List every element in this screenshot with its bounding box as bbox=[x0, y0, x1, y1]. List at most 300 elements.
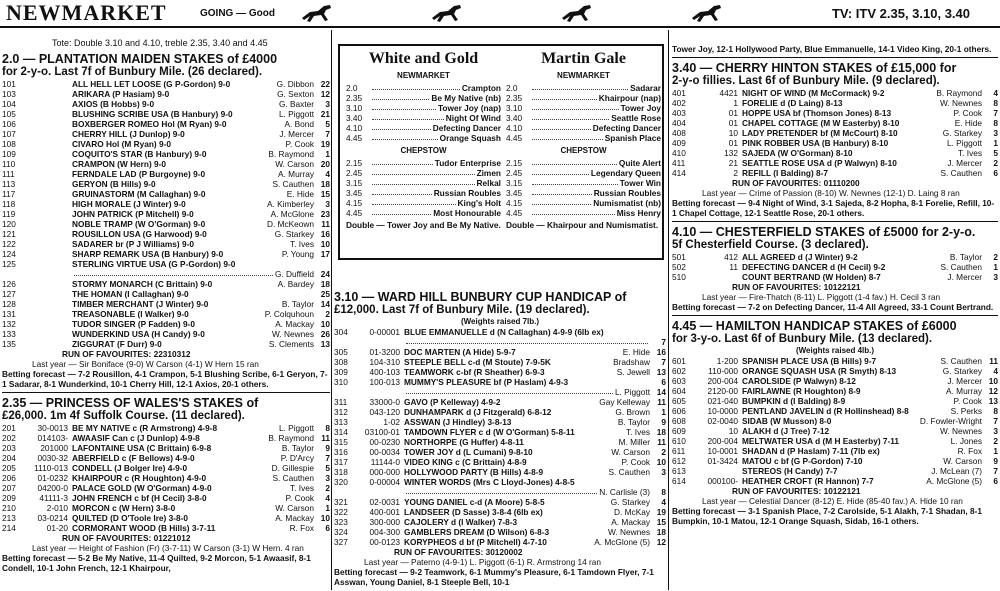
runner-draw: 10 bbox=[320, 319, 330, 329]
leader-dots bbox=[532, 93, 597, 100]
runner-jockey: W. Newnes bbox=[940, 426, 982, 436]
runner-row bbox=[2, 279, 330, 289]
runner-name: GRUINASTORM (M Callaghan) 9-0 bbox=[72, 189, 206, 199]
runner-draw: 15 bbox=[320, 189, 330, 199]
runner-jockey: W. Newnes bbox=[608, 527, 650, 537]
going-label: GOING — Good bbox=[200, 8, 275, 19]
runner-number: 103 bbox=[2, 89, 16, 99]
runner-row bbox=[334, 527, 666, 537]
race-block bbox=[672, 225, 998, 312]
runner-name: STORMY MONARCH (C Brittain) 9-0 bbox=[72, 279, 213, 289]
runner-row bbox=[2, 239, 330, 249]
runner-draw: 3 bbox=[325, 473, 330, 483]
tip-time: 2.45 bbox=[506, 168, 523, 178]
tip-time: 3.40 bbox=[346, 113, 363, 123]
tip-row bbox=[346, 93, 501, 103]
runner-form: 41111-3 bbox=[39, 493, 68, 503]
runner-name: THE HOMAN (I Callaghan) 9-0 bbox=[72, 289, 189, 299]
runner-draw: 13 bbox=[988, 396, 998, 406]
runner-number: 205 bbox=[2, 463, 16, 473]
runner-row bbox=[2, 319, 330, 329]
runner-jockey: L. Piggott bbox=[278, 423, 314, 433]
runner-draw: 5 bbox=[993, 148, 998, 158]
runner-draw: 2 bbox=[325, 483, 330, 493]
runner-draw: 8 bbox=[993, 118, 998, 128]
runner-form: 10-0000 bbox=[707, 406, 738, 416]
runner-number: 131 bbox=[2, 309, 16, 319]
tip-time: 2.45 bbox=[346, 168, 363, 178]
tip-horse: Tudor Enterprise bbox=[434, 158, 501, 168]
runner-row bbox=[334, 437, 666, 447]
runner-number: 309 bbox=[334, 367, 348, 377]
runner-row bbox=[672, 168, 998, 178]
runner-jockey: L. Piggott bbox=[278, 109, 314, 119]
runner-jockey: L. Jones bbox=[950, 436, 982, 446]
runner-row bbox=[334, 457, 666, 467]
tip-time: 3.40 bbox=[506, 113, 523, 123]
tip-row bbox=[506, 103, 661, 113]
runner-name: YOUNG DANIEL c-d (A Moore) 5-8-5 bbox=[404, 497, 545, 507]
race-conditions: £12,000. Last 7f of Bunbury Mile. (19 declared). bbox=[334, 304, 590, 316]
tip-time: 3.45 bbox=[346, 188, 363, 198]
tip-row bbox=[346, 123, 501, 133]
leader-dots bbox=[406, 387, 613, 394]
runner-draw: 4 bbox=[325, 493, 330, 503]
runner-form bbox=[26, 119, 72, 129]
runner-draw: 7 bbox=[993, 466, 998, 476]
runner-jockey: G. Brown bbox=[615, 407, 650, 417]
runner-form: 11144-0 bbox=[370, 457, 400, 467]
runner-number bbox=[334, 387, 358, 397]
race-block bbox=[672, 61, 998, 218]
runner-jockey: N. Carlisle (3) bbox=[599, 487, 650, 497]
runner-row bbox=[2, 523, 330, 533]
tip-horse: Be My Native (nb) bbox=[431, 93, 501, 103]
runner-form: 100-013 bbox=[369, 377, 400, 387]
runner-row bbox=[2, 189, 330, 199]
tip-row bbox=[506, 93, 661, 103]
last-year: Last year — Celestial Dancer (8-12) E. Hide (85-40 fav.) A. Hide 10 ran bbox=[702, 496, 963, 506]
runner-form bbox=[26, 309, 72, 319]
runner-jockey: E. Hide bbox=[622, 347, 650, 357]
runner-number: 501 bbox=[672, 252, 686, 262]
runner-form: 412 bbox=[724, 252, 738, 262]
tip-time: 4.10 bbox=[506, 123, 523, 133]
runner-row bbox=[334, 427, 666, 437]
runner-draw: 11 bbox=[989, 356, 998, 366]
runner-number: 322 bbox=[334, 507, 348, 517]
runner-form: 000-000 bbox=[369, 467, 400, 477]
meeting-name: NEWMARKET bbox=[557, 71, 610, 80]
tip-row bbox=[346, 158, 501, 168]
runner-number: 414 bbox=[672, 168, 686, 178]
runner-form: 04200-0 bbox=[37, 483, 68, 493]
race-block bbox=[2, 396, 330, 573]
runner-number: 610 bbox=[672, 436, 686, 446]
runner-draw: 2 bbox=[993, 436, 998, 446]
horse-icon bbox=[690, 2, 724, 24]
runner-name: JOHN PATRICK (P Mitchell) 9-0 bbox=[72, 209, 194, 219]
runner-name: SEATTLE ROSE USA d (P Walwyn) 8-10 bbox=[742, 158, 897, 168]
runner-row bbox=[2, 299, 330, 309]
runner-row bbox=[2, 199, 330, 209]
tip-horse: Seattle Rose bbox=[611, 113, 661, 123]
runner-draw: 20 bbox=[320, 159, 330, 169]
runner-number: 128 bbox=[2, 299, 16, 309]
tipster-panel bbox=[506, 50, 661, 230]
runner-row bbox=[672, 138, 998, 148]
runner-row bbox=[672, 406, 998, 416]
runner-jockey: P. Cook bbox=[621, 457, 650, 467]
runner-number: 206 bbox=[2, 473, 16, 483]
runner-jockey: P. D'Arcy bbox=[280, 453, 314, 463]
runner-draw: 16 bbox=[656, 347, 666, 357]
tip-time: 3.45 bbox=[506, 188, 523, 198]
meeting-title: NEWMARKET bbox=[6, 0, 167, 25]
runner-row bbox=[2, 139, 330, 149]
tip-horse: Spanish Place bbox=[604, 133, 661, 143]
runner-number: 110 bbox=[2, 159, 16, 169]
runner-name: NIGHT OF WIND (M McCormack) 9-2 bbox=[742, 88, 885, 98]
runner-row bbox=[672, 376, 998, 386]
runner-form bbox=[26, 89, 72, 99]
runner-jockey: W. Carson bbox=[275, 159, 314, 169]
leader-dots bbox=[532, 133, 603, 140]
runner-row bbox=[2, 119, 330, 129]
runner-jockey: J. McLean (7) bbox=[931, 466, 982, 476]
runner-number: 107 bbox=[2, 129, 16, 139]
runner-jockey: M. Miller bbox=[618, 437, 650, 447]
runner-jockey: W. Carson bbox=[275, 503, 314, 513]
runner-row bbox=[2, 473, 330, 483]
runner-number: 614 bbox=[672, 476, 686, 486]
runner-form bbox=[26, 239, 72, 249]
runner-jockey: B. Raymond bbox=[936, 88, 982, 98]
runner-name: PINK ROBBER USA (B Hanbury) 8-10 bbox=[742, 138, 889, 148]
runner-row bbox=[672, 446, 998, 456]
run-of-favourites: RUN OF FAVOURITES: 22310312 bbox=[62, 349, 191, 359]
runner-row bbox=[334, 517, 666, 527]
runner-number: 117 bbox=[2, 189, 16, 199]
runner-name: LADY PRETENDER bf (M McCourt) 8-10 bbox=[742, 128, 898, 138]
tipster-panel bbox=[346, 50, 501, 230]
runner-draw: 18 bbox=[320, 279, 330, 289]
runner-jockey: T. Ives bbox=[626, 427, 650, 437]
runner-draw: 17 bbox=[320, 249, 330, 259]
runner-jockey: G. Starkey bbox=[942, 128, 982, 138]
leader-dots bbox=[532, 168, 589, 175]
tip-time: 3.10 bbox=[346, 103, 363, 113]
tote-info: Tote: Double 3.10 and 4.10, treble 2.35, 3.40 and 4.45 bbox=[52, 38, 268, 48]
runner-number bbox=[334, 487, 358, 497]
tip-row bbox=[506, 178, 661, 188]
runner-draw: 1 bbox=[993, 446, 998, 456]
runner-draw: 11 bbox=[321, 433, 330, 443]
runner-draw: 13 bbox=[656, 367, 666, 377]
tip-time: 3.10 bbox=[506, 103, 523, 113]
runner-name: SHARP REMARK USA (B Hanbury) 9-0 bbox=[72, 249, 224, 259]
runner-form: 00-0034 bbox=[369, 447, 400, 457]
runner-draw: 2 bbox=[325, 309, 330, 319]
horse-icon bbox=[560, 2, 594, 24]
runner-draw: 16 bbox=[320, 229, 330, 239]
runner-number: 314 bbox=[334, 427, 348, 437]
runner-jockey: A. Murray bbox=[946, 386, 982, 396]
runner-form bbox=[358, 337, 404, 347]
runner-form bbox=[26, 149, 72, 159]
tip-horse: Sadarar bbox=[630, 83, 661, 93]
runner-jockey: T. Ives bbox=[290, 483, 314, 493]
runner-form: 043-120 bbox=[369, 407, 400, 417]
tip-time: 4.15 bbox=[506, 198, 523, 208]
tip-row bbox=[346, 188, 501, 198]
tip-row bbox=[346, 113, 501, 123]
runner-jockey: A. Bond bbox=[284, 119, 314, 129]
runner-draw: 19 bbox=[656, 507, 666, 517]
runner-jockey: E. Hide bbox=[954, 118, 982, 128]
runner-jockey: S. Jewell bbox=[616, 367, 650, 377]
runner-row bbox=[672, 252, 998, 262]
runner-draw: 1 bbox=[993, 262, 998, 272]
runner-draw: 9 bbox=[661, 417, 666, 427]
runner-name: HEATHER CROFT (R Hannon) 7-7 bbox=[742, 476, 874, 486]
runner-number: 324 bbox=[334, 527, 348, 537]
runner-number: 120 bbox=[2, 219, 16, 229]
tip-double: Double — Khairpour and Numismatist. bbox=[506, 220, 659, 230]
runner-row bbox=[2, 79, 330, 89]
runner-draw: 10 bbox=[320, 513, 330, 523]
runner-number: 404 bbox=[672, 118, 686, 128]
runner-name: VIDEO KING c (C Brittain) 4-8-9 bbox=[404, 457, 527, 467]
tip-row bbox=[346, 103, 501, 113]
runner-form bbox=[26, 109, 72, 119]
runner-name: WUNDERKIND USA (H Candy) 9-0 bbox=[72, 329, 205, 339]
tip-horse: Tower Joy (nap) bbox=[437, 103, 501, 113]
race-conditions: 2-y-o fillies. Last 6f of Bunbury Mile. (9 declared). bbox=[672, 75, 940, 87]
runner-name: AWAASIF Can c (J Dunlop) 4-9-8 bbox=[72, 433, 200, 443]
runner-draw: 12 bbox=[656, 537, 666, 547]
runner-form: 30-0013 bbox=[37, 423, 68, 433]
runner-form: 01 bbox=[728, 118, 738, 128]
tip-horse: King's Holt bbox=[457, 198, 501, 208]
runner-form: 1110-013 bbox=[34, 463, 68, 473]
tip-row bbox=[506, 158, 661, 168]
runner-number: 316 bbox=[334, 447, 348, 457]
runner-name: STEREOS (H Candy) 7-7 bbox=[742, 466, 838, 476]
runner-form: 11 bbox=[729, 262, 738, 272]
runner-row bbox=[2, 99, 330, 109]
runner-form: 200-004 bbox=[707, 376, 738, 386]
runner-row bbox=[2, 219, 330, 229]
runner-jockey: P. Cook bbox=[953, 108, 982, 118]
leader-dots bbox=[532, 113, 609, 120]
race-conditions: for 2-y-o. Last 7f of Bunbury Mile. (26 declared). bbox=[2, 66, 263, 78]
runner-number: 125 bbox=[2, 259, 16, 269]
leader-dots bbox=[406, 337, 648, 344]
runner-draw: 8 bbox=[993, 406, 998, 416]
runner-draw: 18 bbox=[656, 527, 666, 537]
runner-number: 613 bbox=[672, 466, 686, 476]
runner-name: DEFECTING DANCER d (H Cecil) 9-2 bbox=[742, 262, 886, 272]
runner-number: 132 bbox=[2, 319, 16, 329]
tipster-name: Martin Gale bbox=[541, 50, 626, 67]
runner-name: TUDOR SINGER (P Fadden) 9-0 bbox=[72, 319, 195, 329]
runner-draw: 6 bbox=[325, 523, 330, 533]
tipster-name: White and Gold bbox=[368, 50, 479, 67]
runner-draw: 14 bbox=[656, 387, 666, 397]
runner-draw: 3 bbox=[661, 467, 666, 477]
runner-form: 01-20 bbox=[46, 523, 68, 533]
runner-form: 110-000 bbox=[708, 366, 738, 376]
runner-number: 122 bbox=[2, 239, 16, 249]
runner-form: 1-02 bbox=[383, 417, 400, 427]
runner-row bbox=[2, 159, 330, 169]
runner-number: 409 bbox=[672, 138, 686, 148]
runner-draw: 8 bbox=[661, 487, 666, 497]
runner-name: BLUSHING SCRIBE USA (B Hanbury) 9-0 bbox=[72, 109, 233, 119]
runner-draw: 6 bbox=[993, 168, 998, 178]
runner-number: 502 bbox=[672, 262, 686, 272]
runner-row bbox=[672, 128, 998, 138]
runner-jockey: A. McGlone (5) bbox=[594, 537, 650, 547]
leader-dots bbox=[372, 113, 444, 120]
runner-name: BOXBERGER ROMEO Hol (M Ryan) 9-0 bbox=[72, 119, 227, 129]
runner-row bbox=[2, 89, 330, 99]
last-year: Last year — Fire-Thatch (8-11) L. Piggott (1-4 fav.) H. Cecil 3 ran bbox=[702, 292, 941, 302]
runner-form bbox=[26, 79, 72, 89]
runner-form: 00-0123 bbox=[369, 537, 400, 547]
tip-horse: Russian Roubles bbox=[433, 188, 501, 198]
runner-draw: 1 bbox=[661, 407, 666, 417]
race-title: 3.10 — WARD HILL BUNBURY CUP HANDICAP of bbox=[334, 290, 627, 304]
leader-dots bbox=[372, 168, 475, 175]
runner-draw: 26 bbox=[320, 329, 330, 339]
runner-draw: 7 bbox=[993, 416, 998, 426]
runner-draw: 3 bbox=[325, 99, 330, 109]
run-of-favourites: RUN OF FAVOURITES: 10122121 bbox=[732, 282, 861, 292]
runner-number: 127 bbox=[2, 289, 16, 299]
runner-form: 2120-00 bbox=[707, 386, 738, 396]
runner-name: BE MY NATIVE c (R Armstrong) 4-9-8 bbox=[72, 423, 218, 433]
betting-forecast: Betting forecast — 9-2 Teamwork, 6-1 Mummy's Pleasure, 6-1 Tamdown Flyer, 7-1 Asswan, Young Daniel, 8-1 Steeple Bell, 10-1 bbox=[334, 567, 654, 587]
runner-form bbox=[26, 179, 72, 189]
leader-dots bbox=[372, 188, 432, 195]
runner-name: JOHN FRENCH c bf (H Cecil) 3-8-0 bbox=[72, 493, 207, 503]
tip-row bbox=[346, 198, 501, 208]
tip-row bbox=[506, 188, 661, 198]
race-title: 2.0 — PLANTATION MAIDEN STAKES of £4000 bbox=[2, 52, 278, 66]
runner-draw: 11 bbox=[321, 219, 330, 229]
runner-jockey: G. Baxter bbox=[278, 99, 314, 109]
runner-name: ALAKH d (J Tree) 7-12 bbox=[742, 426, 830, 436]
runner-draw: 3 bbox=[993, 426, 998, 436]
runner-jockey: W. Newnes bbox=[272, 329, 314, 339]
tip-time: 2.35 bbox=[506, 93, 523, 103]
runner-form: 200-004 bbox=[707, 436, 738, 446]
tip-row bbox=[346, 208, 501, 218]
runner-row bbox=[672, 426, 998, 436]
runner-row bbox=[334, 507, 666, 517]
runner-row bbox=[334, 497, 666, 507]
runner-name: MELTWATER USA d (M H Easterby) 7-11 bbox=[742, 436, 900, 446]
runner-jockey: G. Duffield bbox=[274, 269, 314, 279]
runner-number: 604 bbox=[672, 386, 686, 396]
runner-draw: 12 bbox=[988, 386, 998, 396]
runner-row bbox=[672, 366, 998, 376]
runner-form: 10 bbox=[728, 426, 738, 436]
runner-draw: 18 bbox=[320, 179, 330, 189]
runner-row bbox=[2, 483, 330, 493]
tip-double: Double — Tower Joy and Be My Native. bbox=[346, 220, 501, 230]
runner-form: 132 bbox=[724, 148, 738, 158]
runner-form bbox=[26, 209, 72, 219]
runner-number: 111 bbox=[2, 169, 15, 179]
runner-row bbox=[334, 337, 666, 347]
runner-name: SPANISH PLACE USA (B Hills) 9-7 bbox=[742, 356, 877, 366]
runner-number: 403 bbox=[672, 108, 686, 118]
runner-form bbox=[26, 129, 72, 139]
runner-form: 400-103 bbox=[369, 367, 400, 377]
runner-number bbox=[334, 337, 358, 347]
runner-name: GERYON (B Hills) 9-0 bbox=[72, 179, 156, 189]
last-year: Last year — Paterno (4-9-1) L. Piggott (6-1) R. Armstrong 14 ran bbox=[364, 557, 602, 567]
tip-horse: Crampton bbox=[461, 83, 501, 93]
runner-draw: 7 bbox=[325, 453, 330, 463]
last-year: Last year — Crime of Passion (8-10) W. Newnes (12-1) D. Laing 8 ran bbox=[702, 188, 960, 198]
runner-jockey: R. Fox bbox=[957, 446, 982, 456]
runner-form: 10 bbox=[728, 128, 738, 138]
runner-draw: 25 bbox=[320, 289, 330, 299]
runner-row bbox=[672, 356, 998, 366]
runner-row bbox=[334, 417, 666, 427]
runner-name: CAROLSIDE (P Walwyn) 8-12 bbox=[742, 376, 856, 386]
runner-form bbox=[358, 487, 404, 497]
weights-note: (Weights raised 4lb.) bbox=[795, 346, 875, 355]
runner-row bbox=[672, 148, 998, 158]
tip-horse: Russian Roubles bbox=[593, 188, 661, 198]
runner-jockey: A. Mackay bbox=[275, 319, 314, 329]
runner-form bbox=[358, 387, 404, 397]
tip-horse: Defecting Dancer bbox=[592, 123, 661, 133]
runner-jockey: A. McGlone bbox=[270, 209, 314, 219]
runner-form: 021-040 bbox=[707, 396, 738, 406]
runner-jockey: A. Mackay bbox=[611, 517, 650, 527]
runner-jockey: A. McGlone (5) bbox=[926, 476, 982, 486]
runner-name: LANDSEER (D Sasse) 3-8-4 (6lb ex) bbox=[404, 507, 543, 517]
leader-dots bbox=[372, 133, 438, 140]
runner-row bbox=[2, 433, 330, 443]
runner-row bbox=[2, 453, 330, 463]
runner-name: ALL AGREED d (J Winter) 9-2 bbox=[742, 252, 858, 262]
runner-form: 01 bbox=[728, 108, 738, 118]
runner-name: FORELIE d (D Laing) 8-13 bbox=[742, 98, 843, 108]
runner-number: 609 bbox=[672, 426, 686, 436]
leader-dots bbox=[532, 83, 628, 90]
runner-number: 603 bbox=[672, 376, 686, 386]
runner-draw: 1 bbox=[993, 138, 998, 148]
runner-draw: 5 bbox=[325, 463, 330, 473]
tip-horse: Zimen bbox=[476, 168, 501, 178]
runner-draw: 5 bbox=[325, 119, 330, 129]
betting-forecast: Betting forecast — 5-2 Be My Native, 11-4 Quilted, 9-2 Morcon, 5-1 Awaasif, 8-1 Condell, 10-1 John French, 12-1 Khairpour, bbox=[2, 553, 311, 573]
tip-horse: Tower Joy bbox=[620, 103, 661, 113]
runner-form bbox=[26, 289, 72, 299]
runner-row bbox=[334, 477, 666, 487]
tip-row bbox=[506, 113, 661, 123]
runner-number: 320 bbox=[334, 477, 348, 487]
betting-forecast: Betting forecast — 7-2 Rousillon, 4-1 Crampon, 5-1 Blushing Scribe, 6-1 Geryon, 7-1 Sadarar, 8-1 Wunderkind, 10-1 Cherry Hill, 12-1 Axios, 20-1 others. bbox=[2, 369, 328, 389]
run-of-favourites: RUN OF FAVOURITES: 10122121 bbox=[732, 486, 861, 496]
